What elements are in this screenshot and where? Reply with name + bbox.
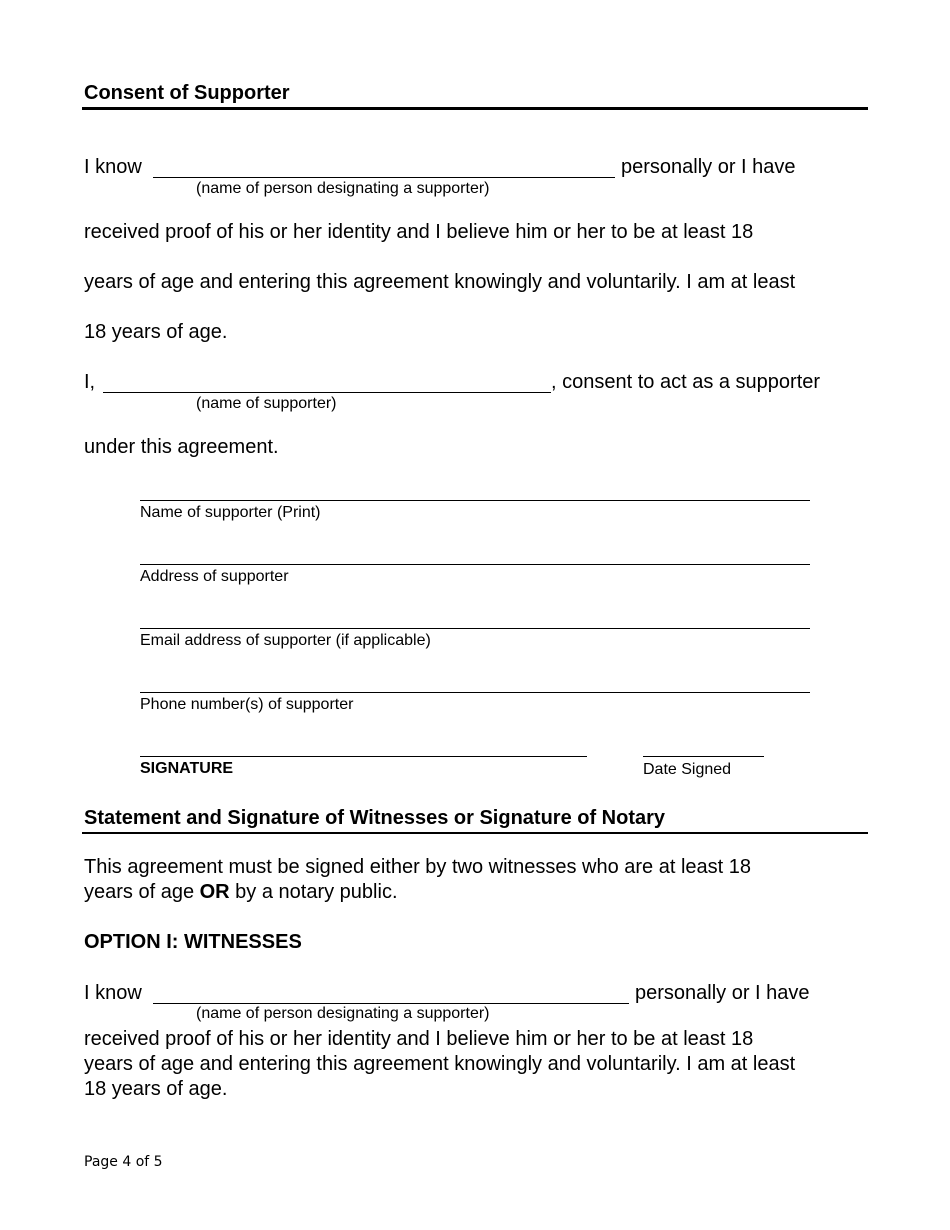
witness-p-line4: 18 years of age. bbox=[84, 1078, 228, 1100]
email-line[interactable] bbox=[140, 628, 810, 629]
witness-p-line2: received proof of his or her identity and I believe him or her to be at least 18 bbox=[84, 1028, 754, 1050]
witness-intro-line2 bbox=[84, 881, 398, 904]
witness-heading-rule bbox=[82, 832, 868, 834]
designator-name-line[interactable] bbox=[153, 177, 615, 178]
date-signed-line[interactable] bbox=[643, 756, 764, 757]
address-line[interactable] bbox=[140, 564, 810, 565]
witness-intro-line2-start: years of age bbox=[84, 881, 200, 903]
supporter-name-caption: (name of supporter) bbox=[196, 395, 337, 412]
consent-p1-end: personally or I have bbox=[621, 156, 796, 178]
witness-heading: Statement and Signature of Witnesses or Signature of Notary bbox=[84, 807, 666, 829]
name-print-label: Name of supporter (Print) bbox=[140, 504, 321, 521]
witness-p-start: I know bbox=[84, 982, 142, 1004]
date-signed-label: Date Signed bbox=[643, 761, 732, 778]
consent-p2-line2: under this agreement. bbox=[84, 436, 279, 458]
witness-intro-or: OR bbox=[199, 881, 230, 903]
phone-label: Phone number(s) of supporter bbox=[140, 696, 354, 713]
consent-p2-start: I, bbox=[84, 371, 96, 393]
designator-name-caption: (name of person designating a supporter) bbox=[196, 180, 490, 197]
consent-p1-line2: received proof of his or her identity and I believe him or her to be at least 18 bbox=[84, 221, 754, 243]
page-number: Page 4 of 5 bbox=[84, 1154, 163, 1170]
witness-intro-line2-end: by a notary public. bbox=[229, 881, 398, 903]
consent-p1-line4: 18 years of age. bbox=[84, 321, 228, 343]
consent-heading: Consent of Supporter bbox=[84, 82, 290, 104]
witness-p-end: personally or I have bbox=[635, 982, 810, 1004]
witness-designator-caption: (name of person designating a supporter) bbox=[196, 1005, 490, 1022]
name-print-line[interactable] bbox=[140, 500, 810, 501]
consent-p2-end: , consent to act as a supporter bbox=[551, 371, 821, 393]
email-label: Email address of supporter (if applicable) bbox=[140, 632, 431, 649]
consent-p1-start: I know bbox=[84, 156, 142, 178]
option-witnesses-heading: OPTION I: WITNESSES bbox=[84, 931, 302, 953]
address-label: Address of supporter bbox=[140, 568, 289, 585]
signature-line[interactable] bbox=[140, 756, 587, 757]
signature-label: SIGNATURE bbox=[140, 760, 234, 777]
supporter-name-line[interactable] bbox=[103, 392, 551, 393]
consent-p1-line3: years of age and entering this agreement knowingly and voluntarily. I am at least bbox=[84, 271, 796, 293]
witness-p-line3: years of age and entering this agreement knowingly and voluntarily. I am at least bbox=[84, 1053, 796, 1075]
phone-line[interactable] bbox=[140, 692, 810, 693]
consent-heading-rule bbox=[82, 107, 868, 110]
witness-designator-name-line[interactable] bbox=[153, 1003, 629, 1004]
witness-intro-line1: This agreement must be signed either by two witnesses who are at least 18 bbox=[84, 856, 752, 878]
